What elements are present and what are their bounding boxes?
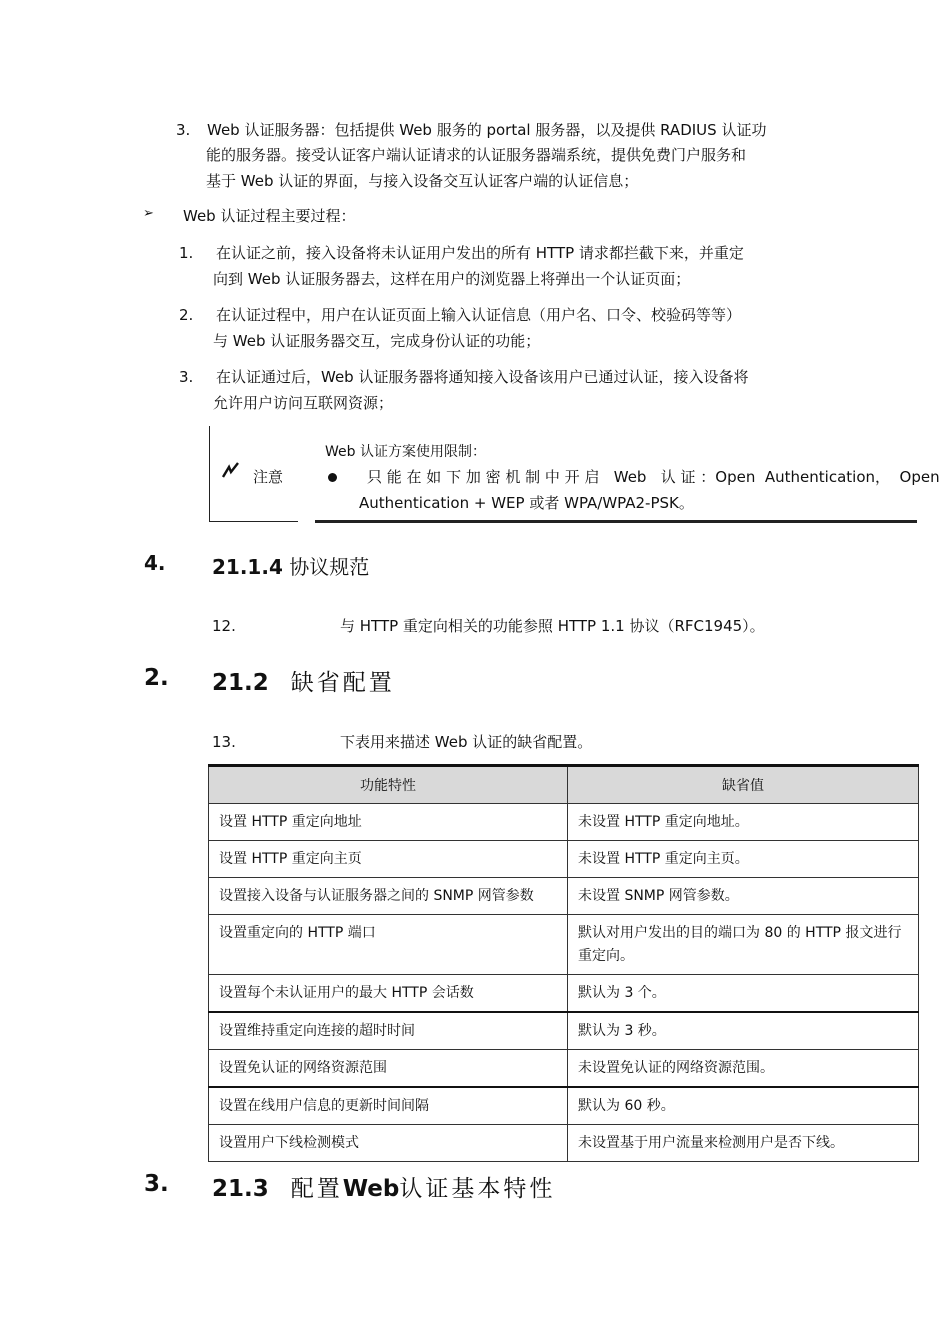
table-cell: 未设置 HTTP 重定向主页。: [568, 841, 919, 878]
table-row: [209, 1087, 919, 1125]
table-cell: 设置每个未认证用户的最大 HTTP 会话数: [209, 975, 568, 1013]
heading-title-prefix: 配置: [290, 1176, 343, 1202]
paragraph-line: 在认证之前，接入设备将未认证用户发出的所有 HTTP 请求都拦截下来，并重定: [216, 244, 744, 262]
note-left-rule: [209, 426, 210, 522]
section-heading: [212, 664, 395, 697]
paragraph-number: 12.: [212, 617, 236, 635]
paragraph-line: 向到 Web 认证服务器去，这样在用户的浏览器上将弹出一个认证页面；: [213, 270, 691, 288]
table-row: [209, 841, 919, 878]
table-cell: 默认对用户发出的目的端口为 80 的 HTTP 报文进行重定向。: [568, 915, 919, 975]
heading-title-bold: Web: [342, 1176, 400, 1202]
table-cell: 设置在线用户信息的更新时间间隔: [209, 1087, 568, 1125]
table-cell: 设置 HTTP 重定向地址: [209, 804, 568, 841]
heading-code: 21.3: [212, 1176, 269, 1202]
list-number: 1.: [179, 244, 194, 262]
heading-number: 3.: [144, 1171, 169, 1197]
paragraph-line: 与 Web 认证服务器交互，完成身份认证的功能；: [213, 332, 541, 350]
table-row: [209, 1012, 919, 1050]
note-text-line: 只 能 在 如 下 加 密 机 制 中 开 启 Web 认 证 ：Open Authentication， Open: [367, 468, 940, 486]
note-text-line: Authentication + WEP 或者 WPA/WPA2-PSK。: [359, 494, 694, 512]
note-bottom-rule-right: [315, 520, 917, 523]
table-cell: 默认为 60 秒。: [568, 1087, 919, 1125]
heading-title-suffix: 认证基本特性: [399, 1176, 556, 1202]
table-row: [209, 915, 919, 975]
section-heading: [212, 551, 369, 580]
table-row: [209, 1125, 919, 1162]
table-cell: 默认为 3 秒。: [568, 1012, 919, 1050]
list-heading: Web 认证过程主要过程：: [183, 207, 356, 225]
table-row: [209, 804, 919, 841]
heading-number: 4.: [144, 551, 166, 575]
table-cell: 设置用户下线检测模式: [209, 1125, 568, 1162]
table-cell: 设置免认证的网络资源范围: [209, 1050, 568, 1088]
paragraph-line: 允许用户访问互联网资源；: [213, 394, 394, 412]
note-box: [209, 426, 940, 524]
table-row: [209, 1050, 919, 1088]
paragraph-line: Web 认证服务器：包括提供 Web 服务的 portal 服务器，以及提供 RADIUS 认证功: [207, 121, 767, 139]
heading-code: 21.1.4: [212, 555, 283, 579]
note-label: 注意: [253, 468, 284, 486]
default-config-table: [208, 764, 919, 1162]
table-cell: 设置重定向的 HTTP 端口: [209, 915, 568, 975]
table-cell: 未设置免认证的网络资源范围。: [568, 1050, 919, 1088]
table-cell: 设置 HTTP 重定向主页: [209, 841, 568, 878]
note-pen-icon: [221, 461, 241, 479]
note-bullet-icon: [328, 473, 337, 482]
table-cell: 未设置 HTTP 重定向地址。: [568, 804, 919, 841]
heading-code: 21.2: [212, 670, 269, 696]
table-cell: 设置接入设备与认证服务器之间的 SNMP 网管参数: [209, 878, 568, 915]
table-cell: 未设置 SNMP 网管参数。: [568, 878, 919, 915]
list-number: 3.: [176, 121, 191, 139]
paragraph-line: 能的服务器。接受认证客户端认证请求的认证服务器端系统，提供免费门户服务和: [206, 146, 747, 164]
paragraph-line: 在认证过程中，用户在认证页面上输入认证信息（用户名、口令、校验码等等）: [216, 306, 742, 324]
table-row: [209, 878, 919, 915]
table-cell: 默认为 3 个。: [568, 975, 919, 1013]
paragraph-line: 在认证通过后，Web 认证服务器将通知接入设备该用户已通过认证，接入设备将: [216, 368, 749, 386]
paragraph-number: 13.: [212, 733, 236, 751]
list-number: 2.: [179, 306, 194, 324]
section-heading: [212, 1170, 555, 1203]
table-row: [209, 975, 919, 1013]
table-header-cell: 功能特性: [209, 766, 568, 804]
note-bottom-rule-left: [209, 521, 298, 522]
table-header-row: [209, 766, 919, 804]
note-title: Web 认证方案使用限制：: [325, 444, 486, 460]
table-cell: 未设置基于用户流量来检测用户是否下线。: [568, 1125, 919, 1162]
paragraph-text: 下表用来描述 Web 认证的缺省配置。: [340, 733, 593, 751]
table-cell: 设置维持重定向连接的超时时间: [209, 1012, 568, 1050]
table-header-cell: 缺省值: [568, 766, 919, 804]
heading-number: 2.: [144, 665, 169, 691]
heading-title: 缺省配置: [290, 670, 395, 696]
list-number: 3.: [179, 368, 194, 386]
heading-title: 协议规范: [289, 555, 370, 579]
paragraph-line: 基于 Web 认证的界面，与接入设备交互认证客户端的认证信息；: [206, 172, 639, 190]
paragraph-text: 与 HTTP 重定向相关的功能参照 HTTP 1.1 协议（RFC1945）。: [340, 617, 765, 635]
arrow-bullet-icon: ➢: [143, 206, 154, 221]
